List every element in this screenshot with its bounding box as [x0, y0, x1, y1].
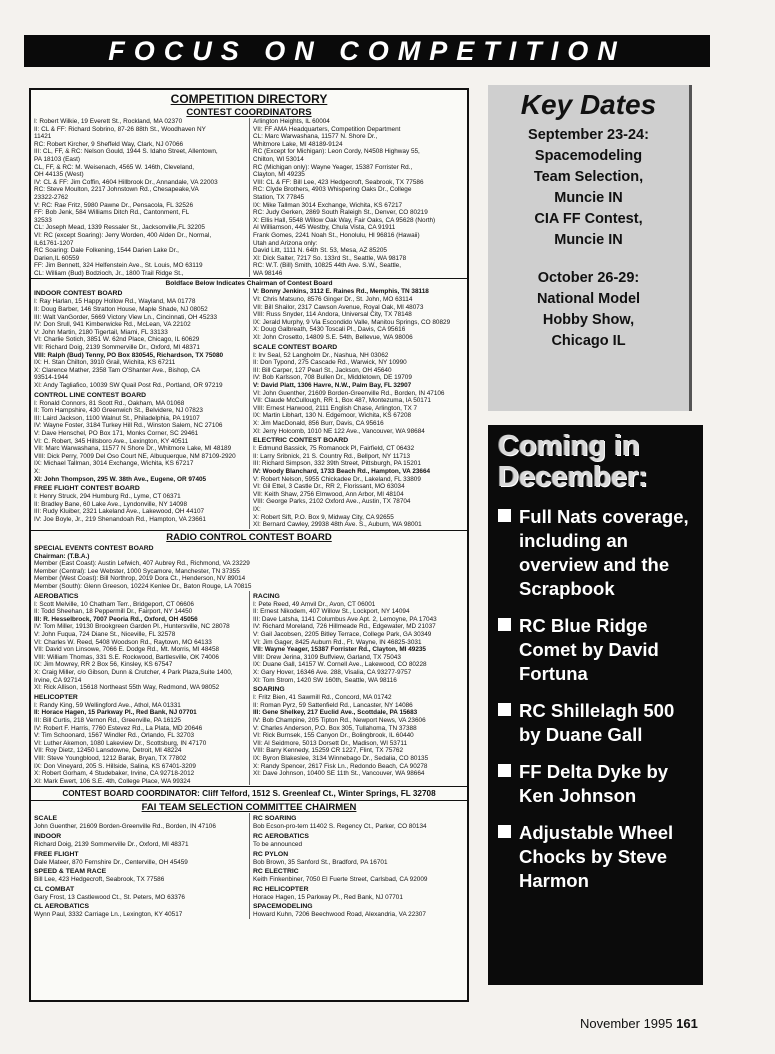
directory-entry: XI: Mark Ewert, 106 S.E. 4th, College Place, WA 99324: [34, 777, 191, 785]
directory-entry: IV: Tom Miller, 19130 Brookgreen Garden Pl., Huntersville, NC 28078: [34, 623, 230, 631]
directory-entry: 23322-2762: [34, 193, 69, 201]
directory-entry: CL: Joseph Mead, 1339 Ressaler St., Jacksonville,FL 32205: [34, 224, 205, 232]
directory-entry: V: Charles Anderson, P.O. Box 305, Tullahoma, TN 37388: [253, 724, 417, 732]
directory-entry: X: Doug Galbreath, 5430 Toscali Pl., Davis, CA 95616: [253, 326, 406, 334]
directory-entry: VIII: Russ Snyder, 114 Andora, Universal City, TX 78148: [253, 311, 412, 319]
directory-entry: III: Richard Simpson, 332 39th Street, Pittsburgh, PA 15201: [253, 460, 421, 468]
coordinators-left: [31, 118, 249, 277]
directory-entry: X:: [34, 467, 41, 475]
divider: [31, 786, 467, 787]
directory-entry: IX: Don Vineyard, 205 S. Hillside, Salina, KS 67401-3209: [34, 762, 196, 770]
directory-entry: VI: Gil Ettel, 3 Castle Dr., RR 2, Florissant, MO 63034: [253, 483, 405, 491]
key-dates-title: Key Dates: [520, 89, 657, 120]
directory-entry: X: Randy Spencer, 2617 Fisk Ln., Redondo Beach, CA 90278: [253, 762, 428, 770]
directory-entry: VIII: Drew Jerina, 3109 Buffview, Garland, TX 75043: [253, 653, 401, 661]
directory-entry: II: Roman Pyrz, 59 Sattenfield Rd., Lancaster, NY 14086: [253, 701, 413, 709]
directory-entry: RC: W.T. (Bill) Smith, 10825 44th Ave. S.W., Seattle,: [253, 262, 401, 270]
directory-entry: XI: John Thompson, 295 W. 38th Ave., Eugene, OR 97405: [34, 475, 207, 483]
category-heading: SCALE: [34, 815, 58, 823]
directory-entry: VI: Luther Akemon, 1080 Lakeview Dr., Scottsburg, IN 47170: [34, 739, 207, 747]
key-date-line: Hobby Show,: [542, 312, 635, 328]
coming-title: [498, 431, 697, 493]
directory-entry: VI: Jim Gager, 8425 Auburn Rd., Ft. Wayne, IN 46825-3031: [253, 638, 422, 646]
fai-columns: [31, 813, 467, 919]
directory-entry: VII: Keith Shaw, 2756 Elmwood, Ann Arbor, MI 48104: [253, 490, 404, 498]
directory-entry: XI: Rick Allison, 15618 Northeast 55th Way, Redmond, WA 98052: [34, 684, 220, 692]
directory-entry: RC (Michigan only): Wayne Yeager, 15387 Forrister Rd.,: [253, 163, 413, 171]
board-title: HELICOPTER: [34, 693, 78, 701]
directory-entry: XI: Jerry Holcomb, 1010 NE 122 Ave., Vancouver, WA 98684: [253, 427, 425, 435]
directory-entry: II: Tom Hampshire, 430 Greenwich St., Belvidere, NJ 07823: [34, 407, 203, 415]
directory-entry: XI: John Crosetto, 14809 S.E. 54th, Bellevue, WA 98006: [253, 334, 413, 342]
directory-entry: VIII: William Thomas, 331 S.E. Rockwood, Bartlesville, OK 74006: [34, 653, 219, 661]
directory-entry: Station, TX 77845: [253, 193, 305, 201]
directory-entry: V: Bonny Jenkins, 3112 E. Raines Rd., Memphis, TN 38118: [253, 288, 429, 296]
coming-list: [498, 505, 697, 893]
directory-entry: OH 44135 (West): [34, 171, 84, 179]
directory-entry: IX: Jerald Murphy, 9 Via Escondido Valle, Manitou Springs, CO 80829: [253, 318, 451, 326]
coming-item: [498, 614, 697, 686]
directory-entry: VIII: CL & FF: Bill Lee, 423 Hedgecroft, Seabrook, TX 77586: [253, 178, 424, 186]
directory-entry: XI: Bernard Cawley, 29938 48th Ave. S., Auburn, WA 98001: [253, 521, 422, 529]
category-heading: RC AEROBATICS: [253, 832, 309, 840]
directory-entry: II: Bradley Bane, 60 Lake Ave., Lyndonville, NY 14098: [34, 500, 188, 508]
directory-entry: X: Gary Hover, 16346 Ave. 288, Visalia, CA 93277-9757: [253, 669, 412, 676]
directory-entry: II: Horace Hagen, 15 Parkway Pl., Red Bank, NJ 07701: [34, 709, 197, 717]
directory-entry: VII: Wayne Yeager, 15387 Forrister Rd., Clayton, MI 49235: [253, 646, 426, 654]
footer-month: November 1995: [580, 1016, 673, 1031]
category-heading: SPEED & TEAM RACE: [34, 868, 107, 876]
directory-entry: IV: CL & FF: Jim Coffin, 4604 Hillbrook Dr., Annandale, VA 22003: [34, 178, 218, 186]
directory-entry: Member (South): Glenn Greeson, 10224 Kenlee Dr., Baton Rouge, LA 70815: [34, 583, 252, 591]
directory-entry: III: CL, FF, & RC: Nelson Gould, 1944 S. Idaho Street, Allentown,: [34, 148, 218, 156]
directory-entry: IX: Byron Blakeslee, 3134 Winnebago Dr., Sedalia, CO 80135: [253, 754, 429, 762]
directory-entry: VIII: Ralph (Bud) Tenny, PO Box 830545, Richardson, TX 75080: [34, 351, 224, 359]
directory-entry: RC: Robert Kircher, 9 Sheffeld Way, Clark, NJ 07066: [34, 140, 184, 148]
rc-right: [249, 591, 467, 786]
board-title: SCALE CONTEST BOARD: [253, 343, 338, 351]
directory-entry: VII: FF AMA Headquarters, Competition Department: [253, 125, 401, 133]
directory-entry: Member (Central): Lee Webster, 1000 Sycamore, Manchester, TN 37355: [34, 567, 240, 575]
directory-entry: II: Todd Sheehan, 18 Peppermill Dr., Fairport, NY 14450: [34, 608, 193, 616]
category-heading: SPACEMODELING: [253, 903, 313, 911]
directory-entry: RC: Clyde Brothers, 4903 Whispering Oaks Dr., College: [253, 186, 412, 194]
page-footer: [580, 1016, 698, 1031]
directory-entry: I: Ray Harlan, 15 Happy Hollow Rd., Wayland, MA 01778: [34, 298, 196, 306]
directory-entry: Richard Doig, 2139 Sommerville Dr., Oxford, MI 48371: [34, 840, 189, 848]
directory-entry: X: Ellis Hall, 5548 Willow Oak Way, Fair Oaks, CA 95628 (North): [253, 216, 436, 224]
directory-entry: 11421: [34, 133, 52, 141]
directory-entry: X: Jim MacDonald, 856 Burr, Davis, CA 95616: [253, 419, 384, 427]
directory-entry: III: R. Hesselbrock, 7007 Peoria Rd., Oxford, OH 45056: [34, 615, 198, 623]
directory-entry: To be announced: [253, 840, 303, 848]
directory-entry: Member (East Coast): Austin Lefwich, 407 Aubrey Rd., Richmond, VA 23229: [34, 560, 250, 568]
directory-entry: VI: Chris Matsuno, 8576 Ginger Dr., St. John, MO 63114: [253, 296, 413, 304]
boards-columns: [31, 288, 467, 528]
directory-entry: IX: H. Stan Chilton, 3910 Grail, Wichita, KS 67211: [34, 359, 176, 367]
directory-entry: V: RC: Rae Fritz, 5980 Pawne Dr., Pensacola, FL 32526: [34, 201, 194, 209]
directory-entry: Frank Gomes, 2241 Noah St., Honolulu, HI 96816 (Hawaii): [253, 231, 420, 239]
directory-entry: III: Dave Latsha, 1141 Columbus Ave Apt. 2, Lemoyne, PA 17043: [253, 615, 437, 623]
directory-entry: RC: Steve Moulton, 2217 Johnstown Rd., Chesapeake,VA: [34, 186, 199, 194]
key-dates-event-1: [488, 125, 689, 251]
directory-entry: X: Robert Gorham, 4 Studebaker, Irvine, CA 92718-2012: [34, 770, 195, 778]
directory-entry: PA 18103 (East): [34, 155, 81, 163]
directory-entry: VII: Bill Shailor, 2317 Cawson Avenue, Royal Oak, MI 48073: [253, 303, 424, 311]
board-title: SPECIAL EVENTS CONTEST BOARD: [34, 544, 154, 552]
page-number: 161: [676, 1016, 698, 1031]
directory-entry: XI: Andy Tagliafico, 10039 SW Quail Post Rd., Portland, OR 97219: [34, 382, 223, 389]
coming-item: [498, 699, 697, 747]
directory-entry: I: Edmund Bassick, 75 Romanock Pl, Fairfield, CT 06432: [253, 445, 415, 453]
competition-directory: [29, 88, 469, 1002]
directory-entry: VI: Charlie Sotich, 3851 W. 62nd Place, Chicago, IL 60629: [34, 336, 200, 344]
directory-entry: X: Clarence Mather, 2358 Tam O'Shanter Ave., Bishop, CA: [34, 366, 201, 374]
directory-entry: Chilton, WI 53014: [253, 155, 304, 163]
category-heading: INDOOR: [34, 832, 62, 840]
directory-entry: II: CL & FF: Richard Sobrino, 87-26 88th St., Woodhaven NY: [34, 125, 206, 133]
coming-item-text: RC Shillelagh 500 by Duane Gall: [519, 700, 675, 745]
directory-entry: FF: Bob Jenk, 584 Williams Ditch Rd., Cantonment, FL: [34, 209, 190, 217]
coming-item: [498, 505, 697, 601]
directory-entry: VIII: Steve Youngblood, 1212 Barak, Bryan, TX 77802: [34, 754, 187, 762]
directory-entry: V: John Martin, 2180 Tigertail, Miami, FL 33133: [34, 328, 168, 336]
key-date-line: Spacemodeling: [534, 148, 643, 164]
fai-left: [31, 813, 249, 919]
directory-entry: 32533: [34, 216, 52, 224]
directory-entry: VIII: Barry Kennedy, 15259 CR 1227, Flint, TX 75762: [253, 747, 404, 755]
board-title: AEROBATICS: [34, 592, 79, 600]
directory-entry: V: Tim Schoonard, 1567 Windler Rd., Orlando, FL 32703: [34, 732, 195, 740]
key-date-line: CIA FF Contest,: [534, 211, 643, 227]
directory-entry: Irvine, CA 92714: [34, 676, 82, 684]
coming-in-december-box: [488, 425, 703, 985]
key-date-line: Chicago IL: [551, 333, 626, 349]
directory-entry: IX: Duane Gall, 14157 W. Cornell Ave., Lakewood, CO 80228: [253, 661, 427, 669]
directory-entry: V: John Fuqua, 724 Diane St., Niceville, FL 32578: [34, 631, 176, 639]
directory-entry: Bob Ecson-pro-tem 11402 S. Regency Ct., Parker, CO 80134: [253, 823, 427, 831]
board-title: RACING: [253, 592, 280, 600]
directory-entry: VII: Richard Doig, 2139 Sommerville Dr., Oxford, MI 48371: [34, 344, 200, 352]
directory-entry: CL: Marc Warwashana, 11577 N. Shore Dr.,: [253, 133, 378, 141]
directory-entry: I: Robert Wilkie, 19 Everett St., Rockland, MA 02370: [34, 118, 183, 125]
directory-entry: III: Walt VanGorder, 5669 Victory View Ln., Cincinnati, OH 45233: [34, 313, 218, 321]
directory-entry: I: Irv Seal, 52 Langholm Dr., Nashua, NH 03062: [253, 351, 389, 359]
directory-entry: IV: Wayne Foster, 3184 Turkey Hill Rd., Winston Salem, NC 27106: [34, 422, 223, 430]
directory-entry: IV: Don Srull, 941 Kimberwicke Rd., McLean, VA 22102: [34, 321, 191, 329]
directory-entry: Darien,IL 60559: [34, 254, 80, 262]
directory-entry: II: Don Typond, 275 Cascade Rd., Warwick, NY 10990: [253, 359, 407, 367]
directory-entry: CL, FF, & RC: M. Weisenach, 4565 W. 146th, Cleveland,: [34, 163, 195, 171]
directory-entry: IV: Joe Boyle, Jr., 219 Shenandoah Rd., Hampton, VA 23661: [34, 515, 206, 523]
directory-entry: Whitmore Lake, MI 48189-9124: [253, 140, 343, 148]
directory-entry: VI: Rick Burnsek, 155 Canyon Dr., Bolingbrook, IL 60440: [253, 732, 414, 740]
category-heading: FREE FLIGHT: [34, 850, 79, 858]
directory-entry: CL: William (Bud) Bodzioch, Jr., 1800 Trail Ridge St.,: [34, 269, 184, 277]
directory-entry: I: Fritz Bien, 41 Sawmill Rd., Concord, MA 01742: [253, 694, 392, 702]
board-coordinator: CONTEST BOARD COORDINATOR: Cliff Telford, 1512 S. Greenleaf Ct., Winter Springs, FL 32708: [62, 789, 436, 799]
directory-entry: Horace Hagen, 15 Parkway Pl., Red Bank, NJ 07701: [253, 893, 403, 901]
directory-entry: IV: Bob Karlsson, 708 Bullen Dr., Middletown, DE 19709: [253, 374, 412, 382]
directory-entry: VIII: George Parks, 2102 Oxford Ave., Austin, TX 78704: [253, 498, 411, 506]
directory-entry: RC Soaring: Dale Folkening, 1544 Darien Lake Dr.,: [34, 247, 179, 255]
directory-entry: VI: Charles W. Reed, 5408 Woodson Rd., Raytown, MO 64133: [34, 638, 212, 646]
square-bullet-icon: [498, 825, 511, 838]
category-heading: RC HELICOPTER: [253, 885, 309, 893]
directory-entry: I: Scott Melville, 10 Chatham Terr., Bridgeport, CT 06606: [34, 600, 194, 608]
square-bullet-icon: [498, 764, 511, 777]
directory-entry: VI: C. Robert, 345 Hillsboro Ave., Lexington, KY 40511: [34, 437, 189, 445]
directory-entry: Member (West Coast): Bill Northrop, 2019 Dora Ct., Henderson, NV 89014: [34, 575, 246, 583]
directory-entry: Wynn Paul, 3332 Carriage Ln., Lexington, KY 40517: [34, 911, 183, 919]
coming-title-line2: December:: [498, 461, 648, 493]
key-dates-box: [488, 85, 692, 411]
directory-entry: VIII: Dick Perry, 7009 Del Oso Court NE, Albuquerque, NM 87109-2920: [34, 452, 236, 460]
directory-entry: VII: David von Linsowe, 7066 E. Dodge Rd., Mt. Morris, MI 48458: [34, 646, 220, 654]
coming-item-text: FF Delta Dyke by Ken Johnson: [519, 761, 669, 806]
directory-entry: V: Dave Henschel, PO Box 171, Monks Corner, SC 29461: [34, 429, 199, 437]
board-title: SOARING: [253, 686, 285, 694]
board-title: INDOOR CONTEST BOARD: [34, 290, 123, 298]
boards-right: [249, 288, 467, 528]
board-title: CONTROL LINE CONTEST BOARD: [34, 391, 147, 399]
directory-entry: Bob Brown, 35 Sanford St., Bradford, PA 16701: [253, 858, 388, 866]
directory-entry: V: Gail Jacobsen, 2205 Bitley Terrace, College Park, GA 30349: [253, 631, 432, 639]
directory-entry: XI: Dick Salter, 7217 So. 133rd St., Seattle, WA 98178: [253, 254, 407, 262]
key-date-line: Muncie IN: [554, 190, 623, 206]
directory-entry: Gary Frost, 13 Castlewood Ct., St. Peters, MO 63376: [34, 893, 185, 901]
directory-entry: 93514-1944: [34, 374, 69, 382]
directory-entry: I: Henry Struck, 294 Humburg Rd., Lyme, CT 06371: [34, 493, 181, 501]
directory-entry: David Litt, 1111 N. 64th St. 53, Mesa, AZ 85205: [253, 247, 387, 255]
key-dates-event-2: [488, 268, 689, 352]
square-bullet-icon: [498, 618, 511, 631]
directory-title: COMPETITION DIRECTORY: [170, 92, 328, 106]
directory-entry: XI: Dave Johnson, 10400 SE 11th St., Vancouver, WA 98664: [253, 770, 425, 778]
coming-item: [498, 821, 697, 893]
directory-entry: II: Larry Sribnick, 21 S. Country Rd., Bellport, NY 11713: [253, 452, 411, 460]
directory-entry: IX:: [253, 505, 261, 513]
directory-entry: RC (Except for Michigan): Leon Cordy, N4508 Highway 55,: [253, 148, 420, 156]
directory-entry: I: Randy King, 59 Wellingford Ave., Athol, MA 01331: [34, 701, 181, 709]
directory-entry: IX: Martin Libhart, 130 N. Edgemoor, Wichita, KS 67208: [253, 412, 412, 420]
directory-entry: II: Ernest Nikodem, 407 Willow St., Lockport, NY 14094: [253, 608, 410, 616]
directory-entry: WA 98146: [253, 269, 283, 277]
directory-entry: VIII: Ernest Harwood, 2111 English Chase, Arlington, TX 7: [253, 404, 418, 412]
category-heading: RC PYLON: [253, 850, 289, 858]
directory-entry: IL61761-1207: [34, 239, 74, 247]
special-events: [31, 545, 467, 591]
directory-entry: Chairman: (T.B.A.): [34, 552, 90, 560]
category-heading: RC ELECTRIC: [253, 868, 299, 876]
focus-banner: FOCUS ON COMPETITION: [24, 35, 710, 67]
directory-entry: VII: Al Seidmore, 5013 Dorsett Dr., Madison, WI 53711: [253, 739, 408, 747]
key-date-line: National Model: [536, 291, 641, 307]
key-date-line: Muncie IN: [554, 232, 623, 248]
directory-entry: III: Bill Carper, 127 Pearl St., Jackson, OH 45640: [253, 366, 392, 374]
directory-entry: IX: Jim Mowrey, RR 2 Box 56, Kinsley, KS 67547: [34, 661, 173, 669]
directory-entry: IX: Mike Tallman 3014 Exchange, Wichita, KS 67217: [253, 201, 403, 209]
rc-board-title: RADIO CONTROL CONTEST BOARD: [166, 531, 332, 543]
fai-title: FAI TEAM SELECTION COMMITTEE CHAIRMEN: [141, 802, 357, 814]
directory-entry: VII: Marc Warwashana, 11577 N Shore Dr., Whitmore Lake, MI 48189: [34, 445, 232, 453]
boards-left: [31, 288, 249, 528]
directory-entry: Bill Lee, 423 Hedgecroft, Seabrook, TX 77586: [34, 876, 165, 884]
directory-entry: VII: Claude McCullough, RR 1, Box 487, Montezuma, IA 50171: [253, 397, 431, 405]
directory-entry: IV: Woody Blanchard, 1733 Beach Rd., Hampton, VA 23664: [253, 467, 431, 475]
directory-entry: V: David Platt, 1306 Havre, N.W., Palm Bay, FL 32907: [253, 382, 412, 389]
category-heading: CL AEROBATICS: [34, 903, 90, 911]
directory-entry: Keith Finkenbiner, 7050 El Fuerte Street, Carlsbad, CA 92009: [253, 876, 428, 884]
directory-entry: IV: Richard Moreland, 726 Hillmeade Rd., Edgewater, MD 21037: [253, 623, 436, 631]
key-date-line: September 23-24:: [528, 127, 649, 143]
directory-entry: VI: RC (except Soaring): Jerry Worden, 400 Alden Dr., Normal,: [34, 231, 212, 239]
divider: [31, 278, 467, 279]
directory-entry: III: Bill Curtis, 218 Vernon Rd., Greenville, PA 16125: [34, 716, 181, 724]
directory-entry: I: Pete Reed, 49 Amvil Dr., Avon, CT 06001: [253, 600, 376, 608]
directory-entry: X: Craig Miller, c/o Gibson, Dunn & Crutcher, 4 Park Plaza,Suite 1400,: [34, 669, 233, 676]
directory-entry: VII: Roy Dietz, 12450 Lansdowne, Detroit, MI 48224: [34, 747, 182, 755]
directory-entry: Clayton, MI 49235: [253, 171, 305, 179]
coming-item: [498, 760, 697, 808]
directory-entry: II: Doug Barber, 146 Stratton House, Maple Shade, NJ 08052: [34, 306, 208, 314]
directory-entry: VI: John Guenther, 21609 Borden-Greenville Rd., Borden, IN 47106: [253, 389, 445, 397]
coming-item-text: Full Nats coverage, including an overview and the Scrapbook: [519, 506, 689, 599]
directory-entry: V: Robert Nelson, 5955 Chickadee Dr., Lakeland, FL 33809: [253, 475, 421, 483]
directory-entry: Howard Kuhn, 7206 Beechwood Road, Alexandria, VA 22307: [253, 911, 426, 919]
directory-entry: Al Williamson, 445 Westby, Chula Vista, CA 91911: [253, 224, 396, 232]
directory-entry: XI: Tom Strom, 1420 SW 160th, Seattle, WA 98116: [253, 676, 397, 684]
directory-entry: John Guenther, 21609 Borden-Greenville Rd., Borden, IN 47106: [34, 823, 216, 831]
directory-entry: Utah and Arizona only:: [253, 239, 318, 247]
board-title: FREE FLIGHT CONTEST BOARD: [34, 485, 140, 493]
category-heading: RC SOARING: [253, 815, 297, 823]
directory-entry: RC: Judy Gerken, 2869 South Raleigh St., Denver, CO 80219: [253, 209, 428, 217]
rc-left: [31, 591, 249, 786]
directory-entry: X: Robert Sift, P.O. Box 9, Midway City, CA 92655: [253, 513, 394, 521]
coming-item-text: RC Blue Ridge Comet by David Fortuna: [519, 615, 659, 684]
directory-entry: III: Laird Jackson, 1100 Walnut St., Philadelphia, PA 19107: [34, 414, 200, 422]
directory-entry: III: Gene Shelkey, 217 Euclid Ave., Scottdale, PA 15683: [253, 709, 418, 717]
directory-entry: Dale Mateer, 870 Fernshire Dr., Centerville, OH 45459: [34, 858, 188, 866]
directory-entry: IX: Michael Tallman, 3014 Exchange, Wichita, KS 67217: [34, 460, 194, 468]
coordinators-columns: [31, 118, 467, 277]
directory-entry: III: Rudy Kluiber, 2321 Lakeland Ave., Lakewood, OH 44107: [34, 508, 205, 516]
divider: [31, 800, 467, 801]
key-date-line: October 26-29:: [537, 270, 640, 286]
square-bullet-icon: [498, 703, 511, 716]
coordinators-title: CONTEST COORDINATORS: [186, 107, 312, 118]
board-title: ELECTRIC CONTEST BOARD: [253, 437, 349, 445]
coordinators-right: [249, 118, 467, 277]
boldface-note: Boldface Below Indicates Chairman of Contest Board: [165, 280, 333, 288]
directory-entry: IV: Bob Champine, 205 Tipton Rd., Newport News, VA 23606: [253, 716, 426, 724]
coming-title-line1: Coming in: [498, 430, 640, 462]
coming-item-text: Adjustable Wheel Chocks by Steve Harmon: [519, 822, 674, 891]
directory-entry: FF: Jim Bennett, 324 Helfenstein Ave., St. Louis, MO 63119: [34, 262, 203, 270]
category-heading: CL COMBAT: [34, 885, 75, 893]
key-date-line: Team Selection,: [533, 169, 644, 185]
directory-entry: I: Ronald Connors, 81 Scott Rd., Oakham, MA 01068: [34, 399, 185, 407]
fai-right: [249, 813, 467, 919]
directory-entry: IV: Robert F. Harris, 7760 Estevez Rd., La Plata, MD 20646: [34, 724, 203, 732]
rc-columns: [31, 591, 467, 786]
square-bullet-icon: [498, 509, 511, 522]
divider: [31, 530, 467, 531]
directory-entry: Arlington Heights, IL 60004: [253, 118, 330, 125]
